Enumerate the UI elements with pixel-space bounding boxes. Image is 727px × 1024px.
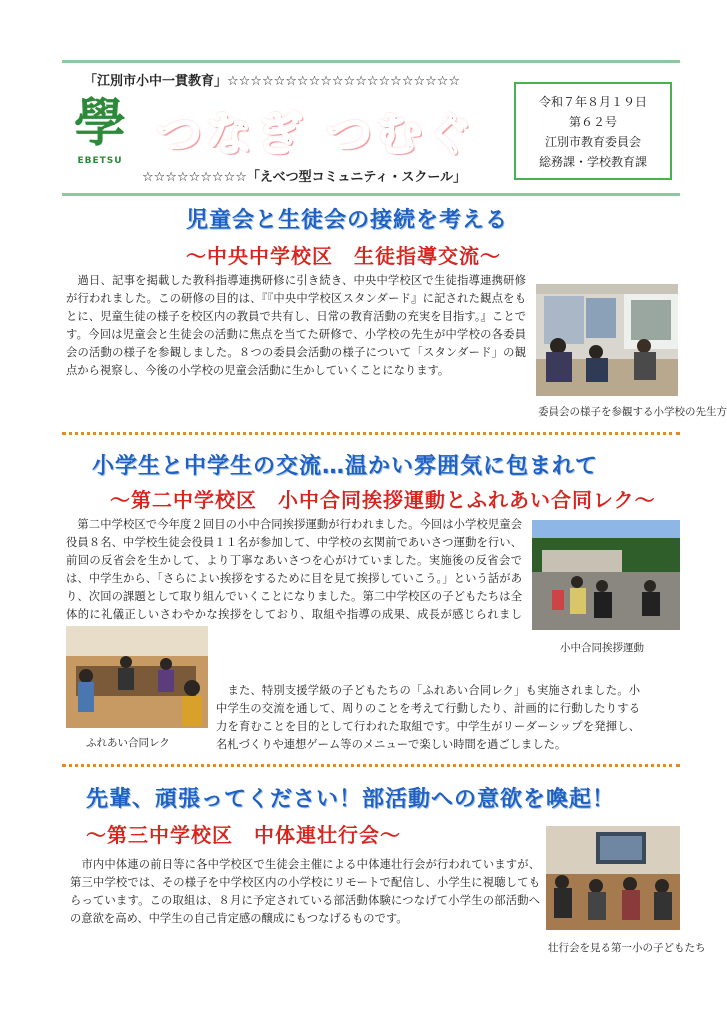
section2-body-p1: 第二中学校区で今年度２回目の小中合同挨拶運動が行われました。今回は小学校児童会役員８名、中学校生徒会役員１１名が参加して、中学校の玄関前であいさつ運動を行い、前回の反省会を生かして、より丁寧なあいさつを心がけていました。実施後の反省会では、中学生から、「さらによい挨拶をするために目を見て挨拶していこう。」という話があり、次回の課題として取り組んでいくことになりました。第二中学校区の子どもたちは全体的に礼儀正しいさわやかな挨拶をしており、取組や指導の成果、成長が感じられまし — [66, 518, 522, 621]
section-divider-1 — [62, 432, 680, 435]
issue-number: 第６２号 — [568, 114, 617, 129]
publisher: 江別市教育委員会 — [544, 134, 641, 149]
newsletter-title: つなぎ つむぐ — [156, 107, 477, 161]
section1-body: 過日、記事を掲載した教科指導連携研修に引き続き、中央中学校区で生徒指導連携研修が行われました。この研修の目的は、『『中央中学校区スタンダード』に記された観点をもとに、児童生徒の様子を校区内の教員で共有し、日常の教育活動の充実を目指す。』ことです。今回は児童会と生徒会の活動に焦点を当てた研修で、小学校の先生が中学校の各委員会の活動の様子を参観しました。８つの委員会活動の様子について「スタンダード」の観点から視察し、今後の小学校の児童会活動に生かしていくことになります。 — [66, 274, 526, 377]
section2-body-continued — [216, 624, 524, 678]
department: 総務課・学校教育課 — [538, 154, 647, 169]
issue-info-box — [514, 82, 672, 180]
section-divider-2 — [62, 764, 680, 767]
greeting-caption: 小中合同挨拶運動 — [560, 642, 644, 654]
logo-glyph: 學 — [73, 93, 126, 154]
rally-caption: 壮行会を見る第一小の子どもたち — [548, 942, 706, 954]
section1-caption: 委員会の様子を参観する小学校の先生方 — [538, 406, 727, 418]
section2-subheading: ～第二中学校区 小中合同挨拶運動とふれあい合同レク～ — [110, 488, 656, 512]
issue-date: 令和７年８月１９日 — [538, 94, 647, 109]
section2-body-p2: また、特別支援学級の子どもたちの「ふれあい合同レク」も実施されました。小中学生の交流を通して、周りのことを考えて行動したり、計画的に行動したりする力を育むことを目的として行われた取組です。中学生がリーダーシップを発揮し、名札づくりや連想ゲーム等のメニューで楽しい時間を過ごしました。 — [216, 684, 640, 751]
masthead-bottom-rule — [62, 193, 680, 196]
section1-subheading: ～中央中学校区 生徒指導交流～ — [186, 244, 501, 268]
rally-photo — [546, 826, 680, 930]
committee-photo — [536, 284, 678, 396]
greeting-photo — [532, 520, 680, 630]
section3-subheading: ～第三中学校区 中体連壮行会～ — [86, 823, 401, 847]
section1-heading: 児童会と生徒会の接続を考える — [186, 208, 509, 233]
logo-label: EBETSU — [77, 156, 123, 166]
section3-body: 市内中体連の前日等に各中学校区で生徒会主催による中体連壮行会が行われていますが、第三中学校では、その様子を中学校区内の小学校にリモートで配信し、小学生に視聴してもらっています。この取組は、８月に予定されている部活動体験につなげて小学生の部活動への意欲を高め、中学生の自己肯定感の醸成にもつなげるものです。 — [70, 858, 540, 925]
masthead-top-line: 「江別市小中一貫教育」☆☆☆☆☆☆☆☆☆☆☆☆☆☆☆☆☆☆☆☆ — [84, 74, 461, 89]
section2-heading: 小学生と中学生の交流…温かい雰囲気に包まれて — [92, 454, 599, 479]
section2-body-top — [66, 516, 522, 624]
recreation-caption: ふれあい合同レク — [86, 737, 170, 749]
ebetsu-logo — [70, 92, 130, 172]
section3-heading: 先輩、頑張ってください！部活動への意欲を喚起！ — [86, 787, 616, 812]
recreation-photo — [66, 626, 208, 728]
masthead-bottom-line: ☆☆☆☆☆☆☆☆☆「えべつ型コミュニティ・スクール」 — [142, 170, 467, 185]
top-rule — [62, 60, 680, 63]
